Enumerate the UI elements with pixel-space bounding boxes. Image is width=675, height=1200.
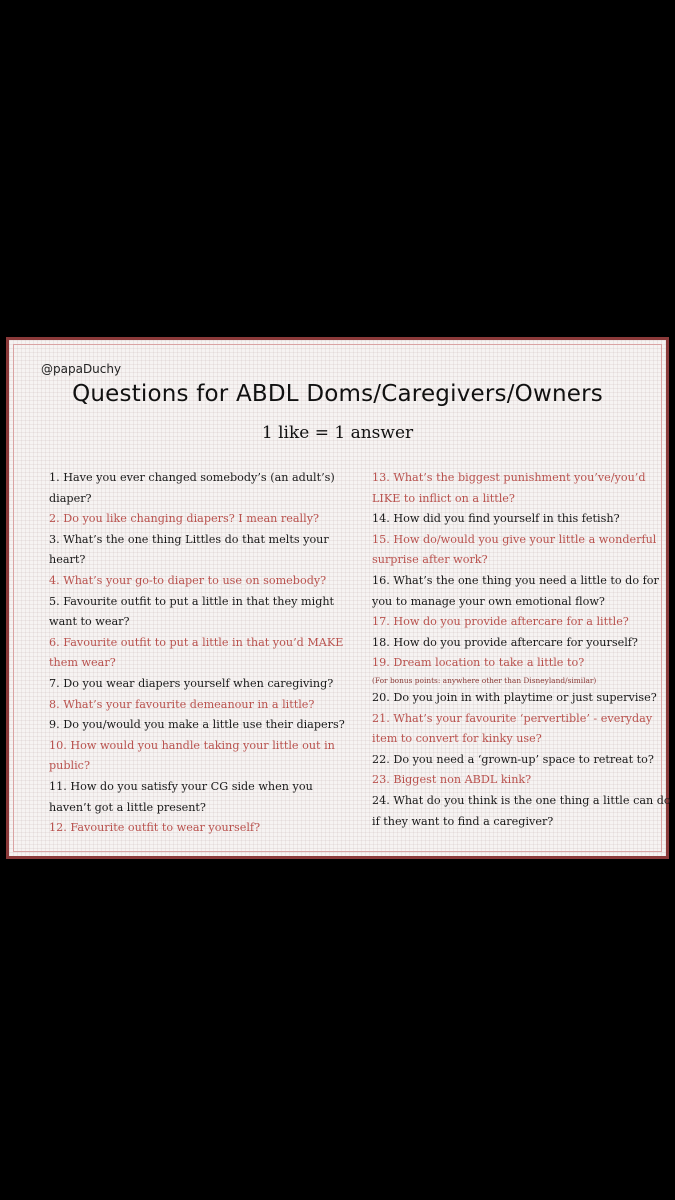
question-item: 16. What’s the one thing you need a little to do for you to manage your own emotional flow? bbox=[372, 573, 659, 608]
question-item: 2. Do you like changing diapers? I mean really? bbox=[49, 512, 320, 526]
question-text: 19. Dream location to take a little to? bbox=[372, 656, 585, 670]
question-item: 22. Do you need a ‘grown-up’ space to retreat to? bbox=[372, 752, 654, 766]
card-subtitle: 1 like = 1 answer bbox=[261, 423, 414, 443]
question-item: 24. What do you think is the one thing a little can do if they want to find a caregiver? bbox=[372, 793, 671, 828]
question-item: 7. Do you wear diapers yourself when caregiving? bbox=[49, 676, 334, 690]
question-item: 13. What’s the biggest punishment you’ve/you’d LIKE to inflict on a little? bbox=[372, 471, 646, 505]
question-item: 15. How do/would you give your little a wonderful surprise after work? bbox=[372, 532, 657, 567]
question-item: 14. How did you find yourself in this fetish? bbox=[372, 512, 620, 526]
question-item: 5. Favourite outfit to put a little in that they might want to wear? bbox=[49, 594, 335, 629]
question-item: 17. How do you provide aftercare for a little? bbox=[372, 615, 629, 629]
card-title: Questions for ABDL Doms/Caregivers/Owners bbox=[72, 381, 603, 407]
question-item: 3. What’s the one thing Littles do that melts your heart? bbox=[49, 532, 329, 567]
question-item-with-note bbox=[372, 653, 672, 688]
question-item: 18. How do you provide aftercare for yourself? bbox=[372, 635, 638, 649]
question-item: 6. Favourite outfit to put a little in that you’d MAKE them wear? bbox=[49, 635, 344, 670]
question-item: 12. Favourite outfit to wear yourself? bbox=[49, 821, 261, 835]
question-item: 4. What’s your go-to diaper to use on somebody? bbox=[49, 573, 327, 587]
question-item: 21. What’s your favourite ‘pervertible’ - everyday item to convert for kinky use? bbox=[372, 711, 653, 746]
question-item: 1. Have you ever changed somebody’s (an adult’s) diaper? bbox=[49, 471, 335, 505]
question-item: 8. What’s your favourite demeanour in a little? bbox=[49, 697, 315, 711]
author-handle: @papaDuchy bbox=[41, 362, 122, 376]
bonus-note: (For bonus points: anywhere other than Disneyland/similar) bbox=[372, 675, 597, 685]
question-item: 9. Do you/would you make a little use their diapers? bbox=[49, 718, 345, 732]
question-item: 23. Biggest non ABDL kink? bbox=[372, 773, 532, 787]
question-card bbox=[6, 337, 669, 859]
question-list-right bbox=[372, 468, 672, 832]
question-item: 20. Do you join in with playtime or just supervise? bbox=[372, 690, 657, 704]
question-list-left bbox=[49, 468, 349, 839]
question-item: 11. How do you satisfy your CG side when you haven’t got a little present? bbox=[49, 779, 313, 814]
question-item: 10. How would you handle taking your little out in public? bbox=[49, 738, 335, 773]
